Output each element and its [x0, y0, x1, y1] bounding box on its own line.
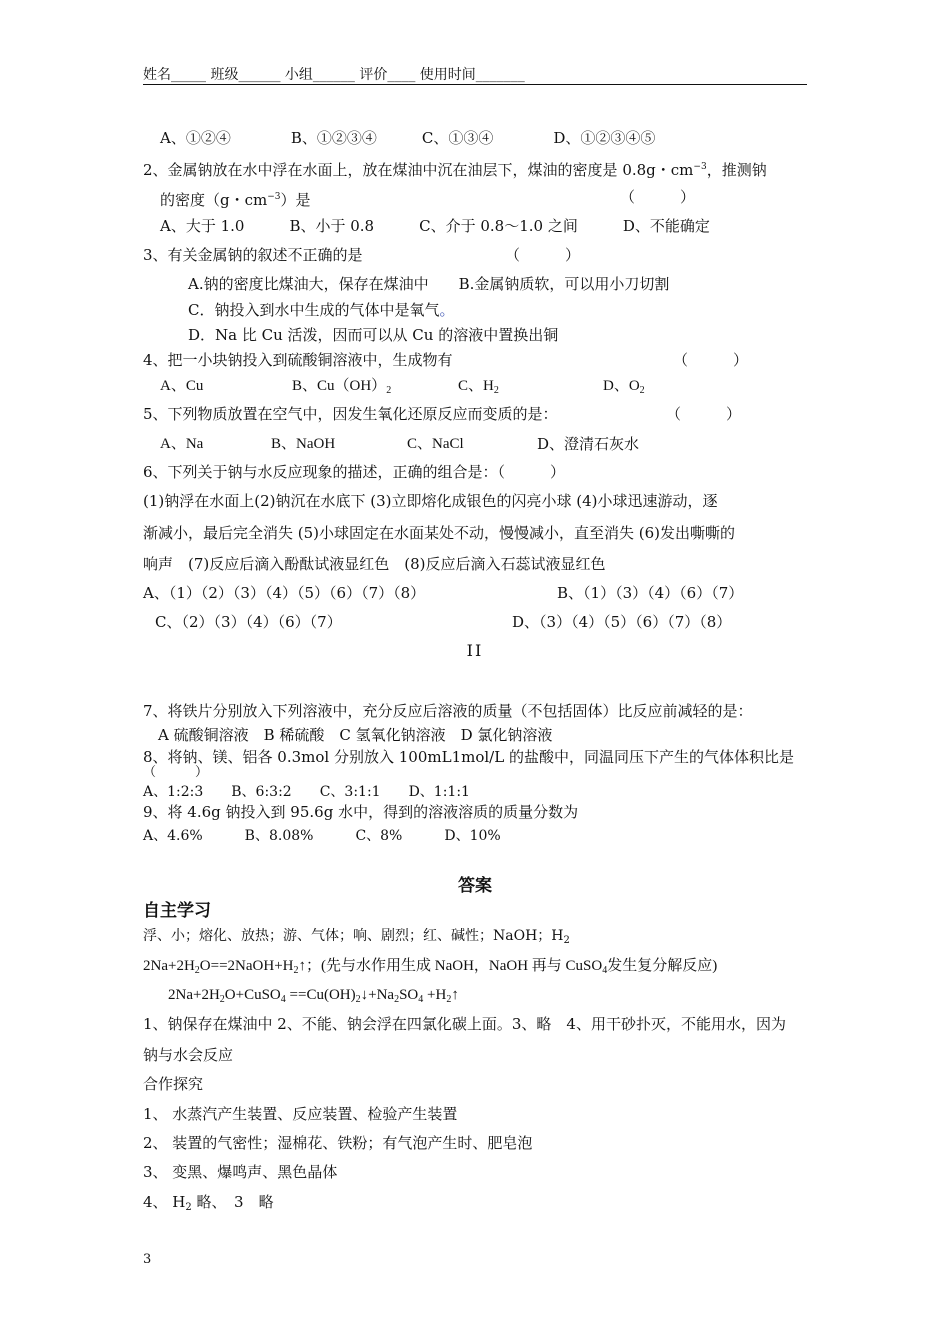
eq1-s3: 4 — [602, 965, 608, 976]
q4-option-b — [292, 376, 391, 401]
q2-sup: −3 — [693, 162, 707, 172]
eq2-s1: 2 — [219, 994, 225, 1005]
q4-d-text: D、O — [603, 378, 640, 394]
q6-option-d: D、（3）（4）（5）（6）（7）（8） — [512, 613, 732, 631]
q3-option-ab: A.钠的密度比煤油大，保存在煤油中 B.金属钠质软，可以用小刀切割 — [188, 275, 670, 293]
q3-c-dot: 。 — [439, 301, 455, 319]
q4-b-sub: 2 — [386, 385, 392, 396]
q4-answer-bracket: （ ） — [673, 351, 749, 369]
eq2-c: ==Cu(OH) — [285, 987, 356, 1003]
eq2-a: 2Na+2H — [168, 987, 220, 1003]
q2-tail2: ）是 — [280, 191, 311, 209]
q2-answer-bracket: （ ） — [620, 188, 696, 206]
answer-equation-2 — [168, 985, 459, 1010]
eq1-a: 2Na+2H — [143, 958, 195, 974]
eq2-d: ↓+Na — [360, 987, 395, 1003]
q5-option-a: A、Na — [160, 436, 204, 452]
page-header: 姓名_____ 班级______ 小组______ 评价____ 使用时间_______ — [143, 64, 807, 85]
q6-phenomena-line2: 渐减小，最后完全消失 (5)小球固定在水面某处不动，慢慢减小，直至消失 (6)发出嘶嘶的 — [143, 524, 736, 542]
eq2-e: SO — [399, 987, 419, 1003]
q6-phenomena-line1: (1)钠浮在水面上(2)钠沉在水底下 (3)立即熔化成银色的闪亮小球 (4)小球迅速游动，逐 — [143, 492, 718, 510]
q6-option-b: B、（1）（3）（4）（6）（7） — [557, 584, 744, 602]
answer-line-1 — [143, 926, 570, 951]
coop-4-text: 4、 H — [143, 1193, 186, 1211]
q6-stem: 6、下列关于钠与水反应现象的描述，正确的组合是：（ ） — [143, 463, 566, 481]
answer-heading: 答案 — [458, 876, 492, 896]
answer-equation-1 — [143, 956, 717, 981]
q4-stem: 4、把一小块钠投入到硫酸铜溶液中，生成物有 — [143, 351, 453, 369]
coop-4-tail: 略、 3 略 — [191, 1193, 274, 1211]
page-number: 3 — [143, 1252, 152, 1267]
ans-l1-text: 浮、小；熔化、放热；游、气体；响、剧烈；红、碱性；NaOH；H — [143, 928, 564, 944]
q3-stem: 3、有关金属钠的叙述不正确的是 — [143, 246, 363, 264]
q6-option-c: C、（2）（3）（4）（6）（7） — [155, 613, 342, 631]
q4-d-sub: 2 — [639, 385, 645, 396]
coop-heading: 合作探究 — [143, 1075, 204, 1093]
eq2-s3: 2 — [355, 994, 361, 1005]
q5-option-d: D、澄清石灰水 — [537, 435, 640, 453]
q2-options: A、大于 1.0 B、小于 0.8 C、介于 0.8～1.0 之间 D、不能确定 — [160, 217, 710, 235]
q4-b-text: B、Cu（OH） — [292, 378, 387, 394]
eq1-b: O==2NaOH+H — [199, 958, 294, 974]
q2-tail: ，推测钠 — [706, 161, 767, 179]
eq1-c: ↑；(先与水作用生成 NaOH，NaOH 再与 CuSO — [298, 958, 603, 974]
q9-options: A、4.6% B、8.08% C、8% D、10% — [143, 828, 501, 844]
q3-option-c — [188, 300, 455, 320]
q2-sup2: −3 — [267, 192, 281, 202]
eq1-s2: 2 — [293, 965, 299, 976]
eq2-s4: 2 — [394, 994, 400, 1005]
q6-option-a: A、（1）（2）（3）（4）（5）（6）（7）（8） — [143, 584, 426, 602]
q4-option-a: A、Cu — [160, 378, 204, 394]
q4-c-sub: 2 — [493, 385, 499, 396]
ans-l1-sub: 2 — [563, 935, 570, 946]
answer-line-3: 1、钠保存在煤油中 2、不能、钠会浮在四氯化碳上面。3、略 4、用干砂扑灭，不能用水，因为 — [143, 1015, 786, 1033]
eq2-g: ↑ — [451, 987, 459, 1003]
q4-option-c — [458, 376, 499, 401]
q2-text2: 的密度（g・cm — [160, 191, 268, 209]
q2-stem-line1 — [143, 157, 767, 180]
answer-line-4: 钠与水会反应 — [143, 1046, 234, 1064]
coop-answer-2: 2、 装置的气密性；湿棉花、铁粉；有气泡产生时、肥皂泡 — [143, 1134, 533, 1152]
q5-answer-bracket: （ ） — [666, 405, 742, 423]
self-study-heading: 自主学习 — [143, 901, 211, 921]
q6-phenomena-line3: 响声 (7)反应后滴入酚酞试液显红色 (8)反应后滴入石蕊试液显红色 — [143, 555, 606, 573]
coop-answer-4 — [143, 1192, 274, 1218]
q2-text: 2、金属钠放在水中浮在水面上，放在煤油中沉在油层下，煤油的密度是 0.8g・cm — [143, 161, 694, 179]
q4-c-text: C、H — [458, 378, 494, 394]
q7-options: A 硫酸铜溶液 B 稀硫酸 C 氢氧化钠溶液 D 氯化钠溶液 — [158, 726, 553, 744]
q3-c-text: C．钠投入到水中生成的气体中是氧气 — [188, 301, 440, 319]
q5-stem: 5、下列物质放置在空气中，因发生氧化还原反应而变质的是： — [143, 405, 558, 423]
eq2-s6: 2 — [446, 994, 452, 1005]
q3-answer-bracket: （ ） — [505, 246, 581, 264]
q4-option-d — [603, 376, 645, 401]
eq1-d: 发生复分解反应) — [607, 958, 718, 974]
q9-stem: 9、将 4.6g 钠投入到 95.6g 水中，得到的溶液溶质的质量分数为 — [143, 803, 579, 821]
q3-option-d: D．Na 比 Cu 活泼，因而可以从 Cu 的溶液中置换出铜 — [188, 326, 559, 344]
eq2-s2: 4 — [280, 994, 286, 1005]
q8-options: A、1:2:3 B、6:3:2 C、3:1:1 D、1:1:1 — [143, 784, 470, 800]
section-ii-heading: II — [466, 641, 484, 660]
eq2-b: O+CuSO — [224, 987, 281, 1003]
eq2-s5: 4 — [418, 994, 424, 1005]
q5-option-c: C、NaCl — [407, 436, 464, 452]
q7-stem: 7、将铁片分别放入下列溶液中，充分反应后溶液的质量（不包括固体）比反应前减轻的是： — [143, 702, 753, 720]
eq1-s1: 2 — [194, 965, 200, 976]
coop-4-sub: 2 — [185, 1202, 192, 1213]
coop-answer-3: 3、 变黑、爆鸣声、黑色晶体 — [143, 1163, 338, 1181]
q5-option-b: B、NaOH — [271, 436, 336, 452]
q8-answer-bracket: （ ） — [143, 765, 209, 780]
q1-options: A、①②④ B、①②③④ C、①③④ D、①②③④⑤ — [160, 129, 656, 147]
q8-stem: 8、将钠、镁、铝各 0.3mol 分别放入 100mL1mol/L 的盐酸中，同温同压下产生的气体体积比是 — [143, 748, 794, 766]
q2-stem-line2 — [160, 187, 311, 210]
coop-answer-1: 1、 水蒸汽产生装置、反应装置、检验产生装置 — [143, 1105, 458, 1123]
eq2-f: +H — [423, 987, 447, 1003]
